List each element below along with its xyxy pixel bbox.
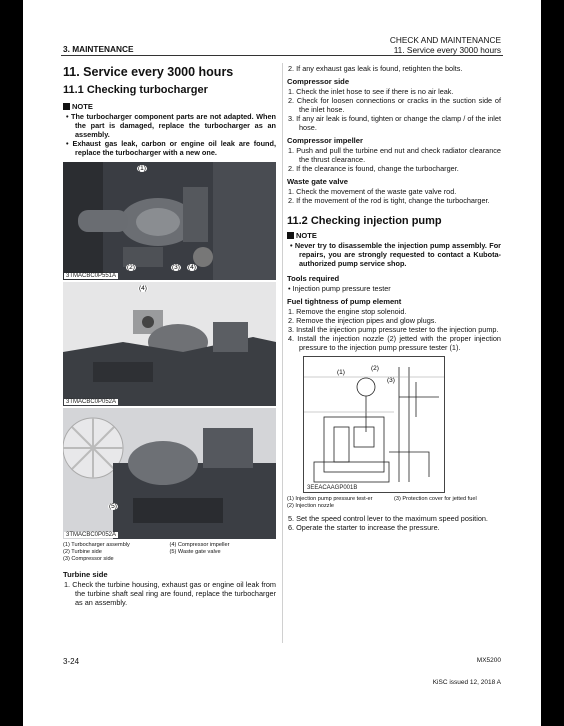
note-square-icon bbox=[63, 103, 70, 110]
waste-gate-illustration bbox=[63, 408, 276, 539]
callout: (4) bbox=[188, 264, 196, 271]
caption: (1) Turbocharger assembly bbox=[63, 542, 130, 548]
step: 2. Remove the injection pipes and glow plugs. bbox=[288, 316, 437, 325]
header-left: 3. MAINTENANCE bbox=[63, 44, 134, 54]
subsection-title: 11.1 Checking turbocharger bbox=[63, 84, 208, 96]
subsection-title: 11.2 Checking injection pump bbox=[287, 215, 442, 227]
figure-captions bbox=[63, 542, 276, 564]
pressure-tester-illustration bbox=[304, 357, 444, 492]
note-square-icon bbox=[287, 232, 294, 239]
section-title: 11. Service every 3000 hours bbox=[63, 65, 234, 79]
manual-page bbox=[23, 0, 541, 726]
column-divider bbox=[282, 63, 283, 643]
step: 1. Remove the engine stop solenoid. bbox=[288, 307, 407, 316]
compressor-side-heading: Compressor side bbox=[287, 77, 350, 86]
step: 4. Install the injection nozzle (2) jetted with the proper injection pressure to the injection pump pressure tester (1). bbox=[288, 334, 501, 352]
note-label: NOTE bbox=[296, 231, 317, 240]
turbocharger-photo bbox=[63, 162, 276, 280]
waste-gate-photo bbox=[63, 408, 276, 539]
caption: (3) Compressor side bbox=[63, 556, 114, 563]
step: 2. Check for loosen connections or cracks in the suction side of the inlet hose. bbox=[288, 96, 501, 114]
header-rule bbox=[61, 55, 503, 56]
photo-code: 3TMACBC0P052A bbox=[66, 532, 117, 538]
waste-gate-heading: Waste gate valve bbox=[287, 177, 348, 186]
step: 3. Install the injection pump pressure tester to the injection pump. bbox=[288, 325, 499, 334]
photo-code: 3TMACBC0P551A bbox=[66, 273, 117, 279]
caption: (3) Protection cover for jetted fuel bbox=[394, 496, 477, 502]
diagram-captions bbox=[287, 496, 501, 510]
callout: (2) bbox=[371, 365, 379, 372]
fuel-tightness-heading: Fuel tightness of pump element bbox=[287, 297, 402, 306]
pressure-tester-diagram bbox=[303, 356, 445, 493]
step: 1. Check the movement of the waste gate valve rod. bbox=[288, 187, 457, 196]
photo-code: 3TMACBC0P052A bbox=[66, 399, 117, 405]
caption: (2) Injection nozzle bbox=[287, 503, 334, 510]
note-item: • Never try to disassemble the injection pump assembly. For repairs, you are strongly requested to contact a Kubota-authorized pump service shop. bbox=[290, 241, 501, 268]
model-name: MX5200 bbox=[476, 657, 501, 664]
callout: (1) bbox=[138, 165, 146, 172]
note-item: • The turbocharger component parts are not adapted. When the part is damaged, replace the turbocharger as an assembly. bbox=[66, 112, 276, 139]
callout: (1) bbox=[337, 369, 345, 376]
callout: (4) bbox=[139, 285, 147, 292]
compressor-photo bbox=[63, 282, 276, 406]
caption: (2) Turbine side bbox=[63, 549, 102, 556]
running-header bbox=[390, 35, 501, 55]
callout: (5) bbox=[109, 503, 117, 510]
page-number: 3-24 bbox=[63, 657, 80, 666]
note-item: • Exhaust gas leak, carbon or engine oil leak are found, replace the turbocharger with a new one. bbox=[66, 139, 276, 157]
tool-item: • Injection pump pressure tester bbox=[288, 284, 391, 293]
callout: (3) bbox=[172, 264, 180, 271]
step: 5. Set the speed control lever to the maximum speed position. bbox=[288, 514, 488, 524]
note-heading bbox=[287, 231, 501, 240]
step: 6. Operate the starter to increase the pressure. bbox=[288, 523, 440, 533]
step: 2. If the movement of the rod is tight, change the turbocharger. bbox=[288, 196, 490, 205]
issue-info: KiSC issued 12, 2018 A bbox=[432, 679, 501, 686]
callout: (3) bbox=[387, 377, 395, 384]
step: 1. Check the inlet hose to see if there is no air leak. bbox=[288, 87, 454, 96]
header-chapter: CHECK AND MAINTENANCE bbox=[389, 35, 501, 45]
caption: (5) Waste gate valve bbox=[169, 549, 221, 556]
note-label: NOTE bbox=[72, 102, 93, 111]
right-column bbox=[287, 64, 501, 532]
step: 1. Check the turbine housing, exhaust gas or engine oil leak from the turbine shaft seal ring are found, replace the turbocharger as an assembly. bbox=[64, 579, 276, 607]
impeller-heading: Compressor impeller bbox=[287, 136, 363, 145]
caption: (1) Injection pump pressure test-er bbox=[287, 496, 373, 502]
header-section: 11. Service every 3000 hours bbox=[393, 45, 501, 55]
step: 2. If any exhaust gas leak is found, retighten the bolts. bbox=[288, 64, 463, 73]
turbine-side-heading: Turbine side bbox=[63, 569, 108, 579]
left-column bbox=[63, 64, 276, 607]
diagram-code: 3EEACAAGP001B bbox=[307, 485, 358, 491]
step: 2. If the clearance is found, change the turbocharger. bbox=[288, 164, 459, 173]
callout: (2) bbox=[127, 264, 135, 271]
note-heading bbox=[63, 102, 276, 111]
tools-heading: Tools required bbox=[287, 274, 340, 283]
compressor-illustration bbox=[63, 282, 276, 406]
step: 3. If any air leak is found, tighten or change the clamp / of the inlet hose. bbox=[288, 114, 501, 132]
turbocharger-illustration bbox=[63, 162, 276, 280]
step: 1. Push and pull the turbine end nut and check radiator clearance the thrust clearance. bbox=[288, 146, 501, 164]
caption: (4) Compressor impeller bbox=[169, 542, 230, 548]
